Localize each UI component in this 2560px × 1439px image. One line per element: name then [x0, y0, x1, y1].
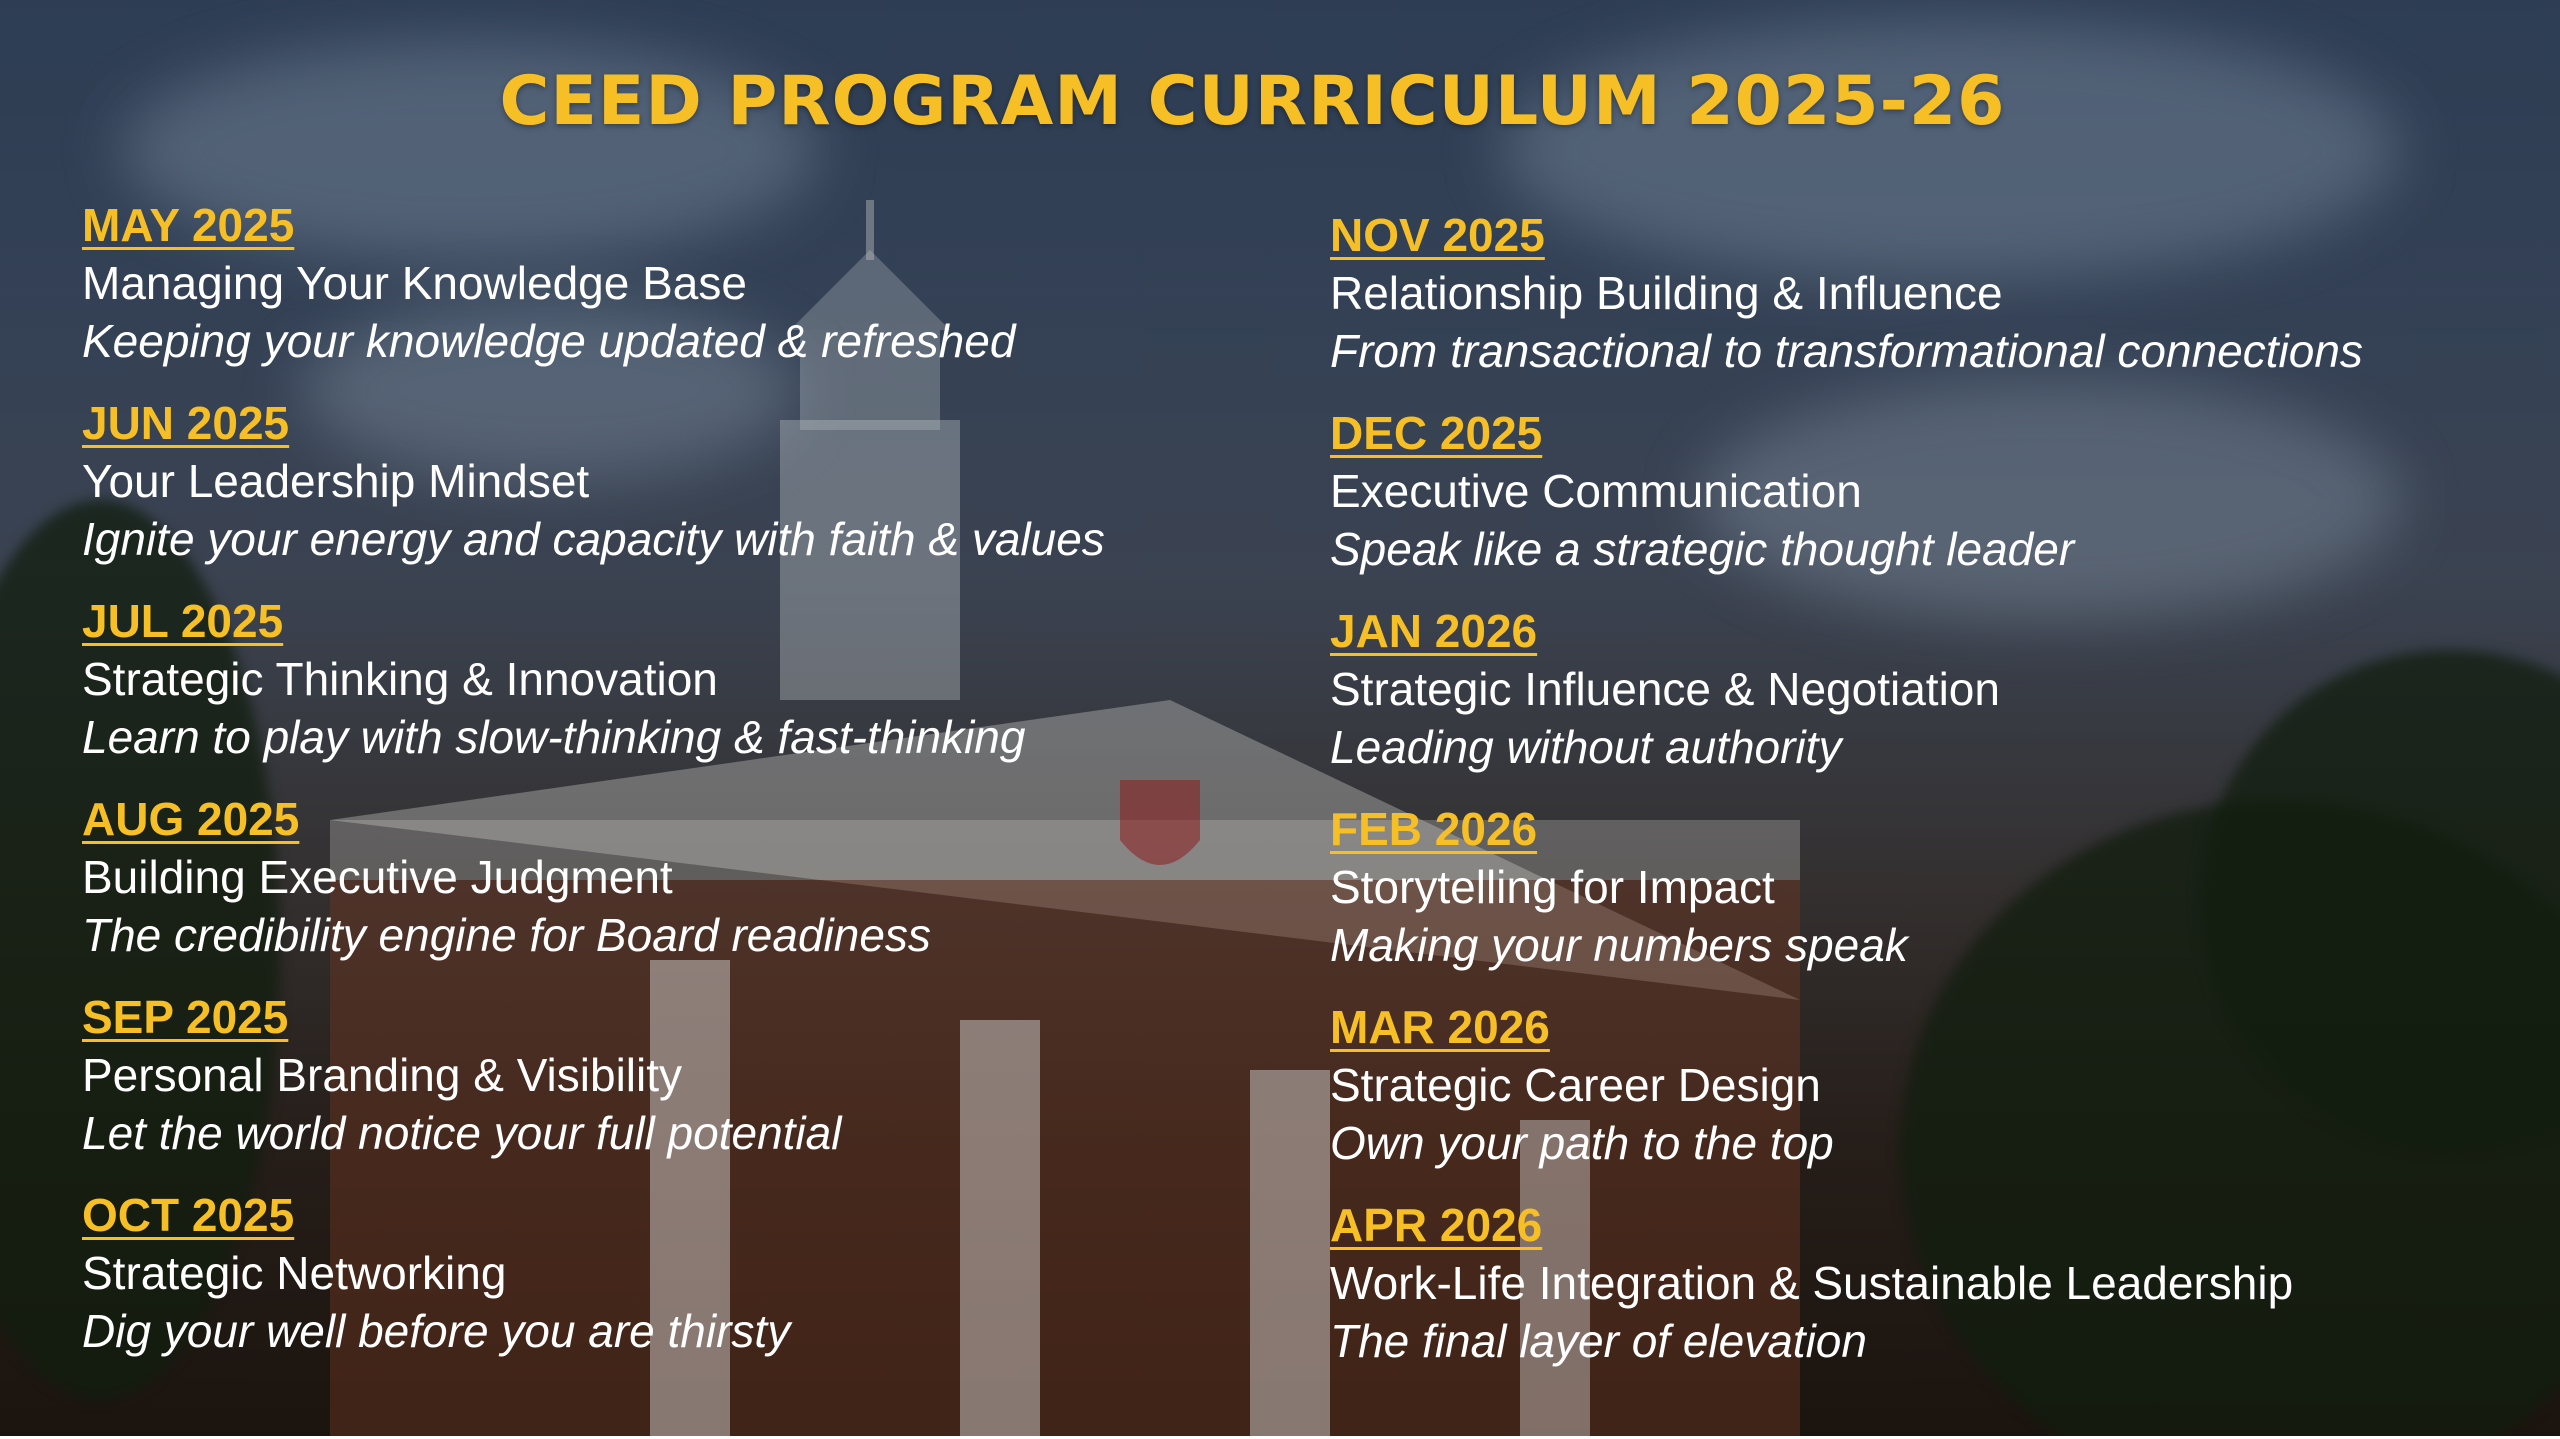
month-label: JUN 2025	[82, 397, 290, 449]
curriculum-entry	[82, 592, 1282, 790]
topic-title: Strategic Influence & Negotiation	[1330, 663, 2000, 715]
topic-tagline: The credibility engine for Board readiness	[82, 909, 931, 961]
topic-tagline: Own your path to the top	[1330, 1117, 1834, 1169]
topic-title: Strategic Networking	[82, 1247, 507, 1299]
topic-tagline: Making your numbers speak	[1330, 919, 1908, 971]
month-label: MAY 2025	[82, 199, 295, 251]
month-label: APR 2026	[1330, 1199, 1543, 1251]
curriculum-entry	[1330, 206, 2530, 404]
curriculum-entry	[82, 1186, 1282, 1384]
topic-tagline: Let the world notice your full potential	[82, 1107, 842, 1159]
curriculum-entry	[1330, 998, 2530, 1196]
topic-title: Building Executive Judgment	[82, 851, 673, 903]
topic-title: Relationship Building & Influence	[1330, 267, 2003, 319]
curriculum-entry	[1330, 404, 2530, 602]
topic-title: Work-Life Integration & Sustainable Leadership	[1330, 1257, 2294, 1309]
month-label: OCT 2025	[82, 1189, 295, 1241]
topic-tagline: Leading without authority	[1330, 721, 1842, 773]
topic-title: Managing Your Knowledge Base	[82, 257, 747, 309]
left-column	[82, 196, 1282, 1384]
month-label: SEP 2025	[82, 991, 289, 1043]
curriculum-entry	[1330, 1196, 2530, 1394]
month-label: NOV 2025	[1330, 209, 1545, 261]
month-label: DEC 2025	[1330, 407, 1543, 459]
topic-tagline: Dig your well before you are thirsty	[82, 1305, 791, 1357]
topic-tagline: Learn to play with slow-thinking & fast-thinking	[82, 711, 1026, 763]
topic-title: Storytelling for Impact	[1330, 861, 1775, 913]
month-label: AUG 2025	[82, 793, 300, 845]
page-title: CEED PROGRAM CURRICULUM 2025-26	[499, 62, 2006, 141]
topic-tagline: The final layer of elevation	[1330, 1315, 1867, 1367]
curriculum-entry	[82, 196, 1282, 394]
topic-title: Executive Communication	[1330, 465, 1862, 517]
topic-title: Your Leadership Mindset	[82, 455, 590, 507]
curriculum-entry	[82, 790, 1282, 988]
curriculum-entry	[82, 988, 1282, 1186]
topic-title: Strategic Career Design	[1330, 1059, 1821, 1111]
topic-title: Strategic Thinking & Innovation	[82, 653, 718, 705]
topic-tagline: Speak like a strategic thought leader	[1330, 523, 2075, 575]
topic-tagline: Ignite your energy and capacity with faith & values	[82, 513, 1105, 565]
right-column	[1330, 206, 2530, 1394]
month-label: MAR 2026	[1330, 1001, 1550, 1053]
curriculum-entry	[1330, 800, 2530, 998]
month-label: JAN 2026	[1330, 605, 1538, 657]
topic-title: Personal Branding & Visibility	[82, 1049, 683, 1101]
month-label: JUL 2025	[82, 595, 284, 647]
topic-tagline: From transactional to transformational connections	[1330, 325, 2363, 377]
curriculum-entry	[1330, 602, 2530, 800]
curriculum-entry	[82, 394, 1282, 592]
month-label: FEB 2026	[1330, 803, 1538, 855]
topic-tagline: Keeping your knowledge updated & refreshed	[82, 315, 1016, 367]
